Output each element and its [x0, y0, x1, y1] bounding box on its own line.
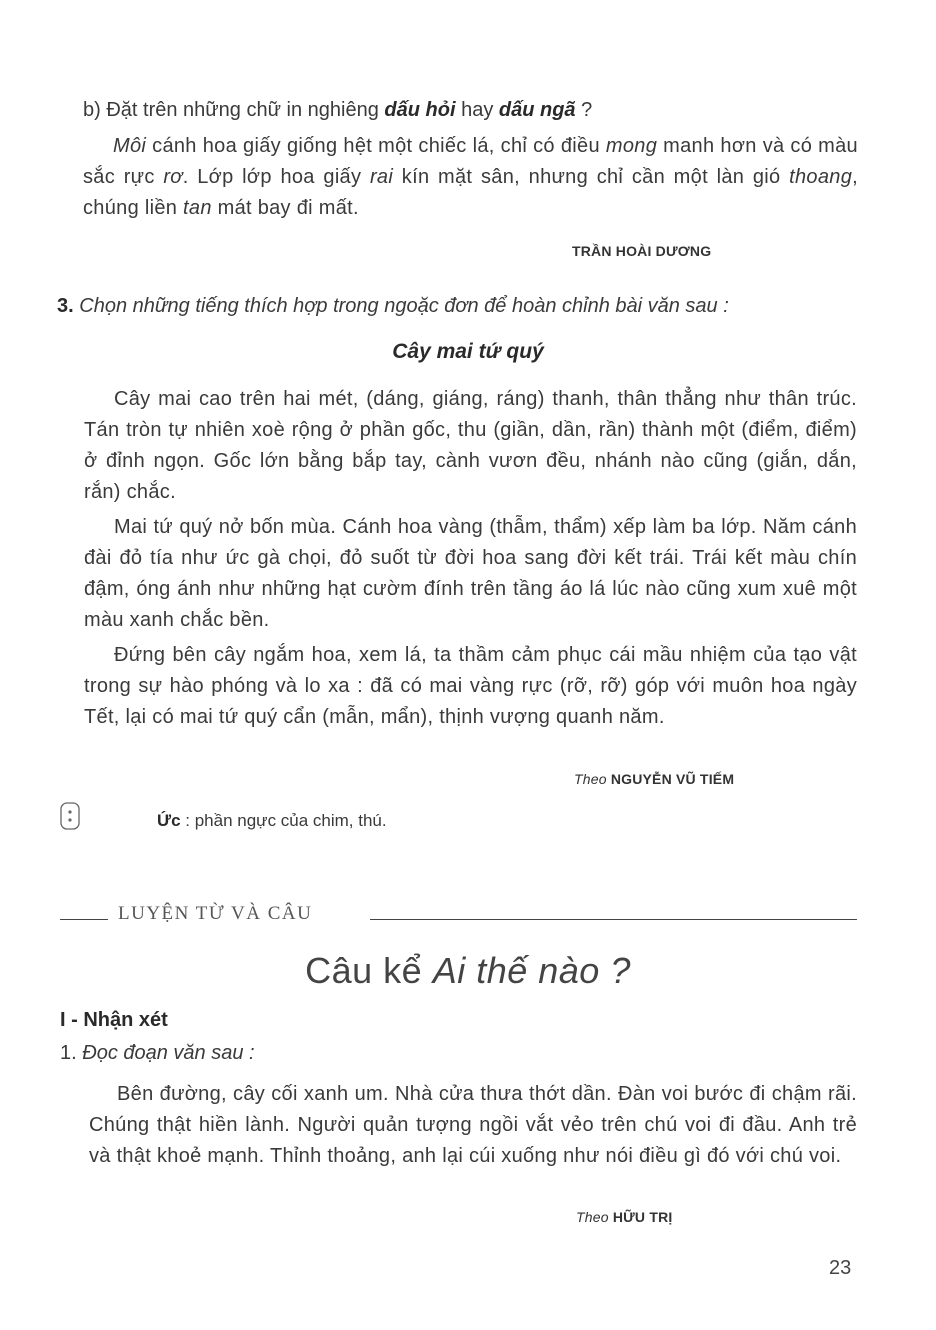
vocabulary-note: [60, 802, 860, 836]
text-run: ?: [575, 99, 593, 121]
exercise-3-question: [57, 291, 857, 321]
text-run: . Lớp lớp hoa giấy: [182, 166, 370, 188]
text-run: mong: [605, 135, 658, 157]
text-run: Môi: [113, 135, 147, 157]
exercise-number: 3.: [57, 295, 74, 317]
source-prefix: Theo: [574, 771, 607, 787]
author-signature: [572, 243, 711, 259]
page-number: 23: [829, 1257, 852, 1279]
text-run: dấu ngã: [498, 99, 576, 121]
note-definition: : phần ngực của chim, thú.: [180, 811, 387, 830]
poem-title: Cây mai tứ quý: [392, 340, 544, 363]
source-author: NGUYỄN VŨ TIẾM: [610, 771, 735, 787]
text-run: dấu hỏi: [384, 99, 456, 121]
lesson-title: [0, 950, 936, 992]
text-run: thoang: [789, 166, 853, 188]
lesson-title-plain: Câu kể: [305, 950, 433, 991]
exercise-2b: [83, 95, 858, 224]
question-text: Đọc đoạn văn sau :: [82, 1042, 255, 1064]
section-rule-right: [370, 919, 857, 920]
section-label: LUYỆN TỪ VÀ CÂU: [118, 903, 313, 924]
text-run: rơ: [163, 166, 183, 188]
reading-source-prefix: Theo: [576, 1209, 609, 1225]
reading-source-author: HỮU TRỊ: [612, 1209, 673, 1225]
lesson-title-italic: Ai thế nào ?: [432, 950, 631, 991]
question-number: 1.: [60, 1042, 77, 1064]
source-signature: [574, 771, 734, 787]
text-run: , chúng liền: [83, 166, 858, 219]
note-term: Ức: [157, 811, 181, 830]
passage-paragraph-1: Cây mai cao trên hai mét, (dáng, giáng, ráng) thanh, thân thẳng như thân trúc. Tán tròn tự nhiên xoè rộng ở phần gốc, thu (giần, dần, rần) thành một (điểm, điểm) ở đỉnh ngọn. Gốc lớn bằng bắp tay, cành vươn đều, nhánh nào cũng (giắn, dắn, rắn) chắc.: [84, 388, 857, 503]
text-run: mát bay đi mất.: [211, 197, 359, 219]
reading-text: Bên đường, cây cối xanh um. Nhà cửa thưa thớt dần. Đàn voi bước đi chậm rãi. Chúng thật hiền lành. Người quản tượng ngồi vắt vẻo trên chú voi đi đầu. Anh trẻ và thật khoẻ mạnh. Thỉnh thoảng, anh lại cúi xuống như nói điều gì đó với chú voi.: [89, 1083, 857, 1167]
reading-passage: [84, 384, 857, 737]
exercise-prompt: Chọn những tiếng thích hợp trong ngoặc đơn để hoàn chỉnh bài văn sau :: [79, 295, 729, 317]
passage-paragraph-2: Mai tứ quý nở bốn mùa. Cánh hoa vàng (thẫm, thẩm) xếp làm ba lớp. Năm cánh đài đỏ tía như ức gà chọi, đỏ suốt từ đời hoa sang đời kết trái. Trái kết màu chín đậm, óng ánh như những hạt cườm đính trên tầng áo lá lúc nào cũng xum xuê một màu xanh chắc bền.: [84, 516, 857, 631]
text-run: rai: [369, 166, 394, 188]
section-rule-left: [60, 919, 108, 920]
text-run: kín mặt sân, nhưng chỉ cần một làn gió: [393, 166, 790, 188]
text-run: hay: [455, 99, 499, 121]
text-run: cánh hoa giấy giống hệt một chiếc lá, chỉ có điều: [146, 135, 606, 157]
part-heading: I - Nhận xét: [60, 1009, 168, 1031]
text-run: manh hơn và có màu sắc rực: [83, 135, 858, 188]
dictionary-note-icon: [60, 802, 80, 830]
exercise-2b-passage: [83, 131, 858, 224]
note-text: [157, 811, 387, 831]
reading-paragraph: [89, 1079, 857, 1172]
text-run: b) Đặt trên những chữ in nghiêng: [83, 99, 385, 121]
author-name: TRẦN HOÀI DƯƠNG: [572, 243, 712, 259]
exercise-2b-instruction: [83, 95, 858, 125]
passage-paragraph-3: Đứng bên cây ngắm hoa, xem lá, ta thầm cảm phục cái mầu nhiệm của tạo vật trong sự hào phóng và lo xa : đã có mai vàng rực (rỡ, rỡ) góp với muôn hoa ngày Tết, lại có mai tứ quý cẩn (mẫn, mẩn), thịnh vượng quanh năm.: [84, 644, 857, 728]
question-1: [60, 1042, 255, 1065]
section-header: [60, 900, 857, 930]
reading-source: [576, 1209, 673, 1225]
text-run: tan: [183, 197, 212, 219]
